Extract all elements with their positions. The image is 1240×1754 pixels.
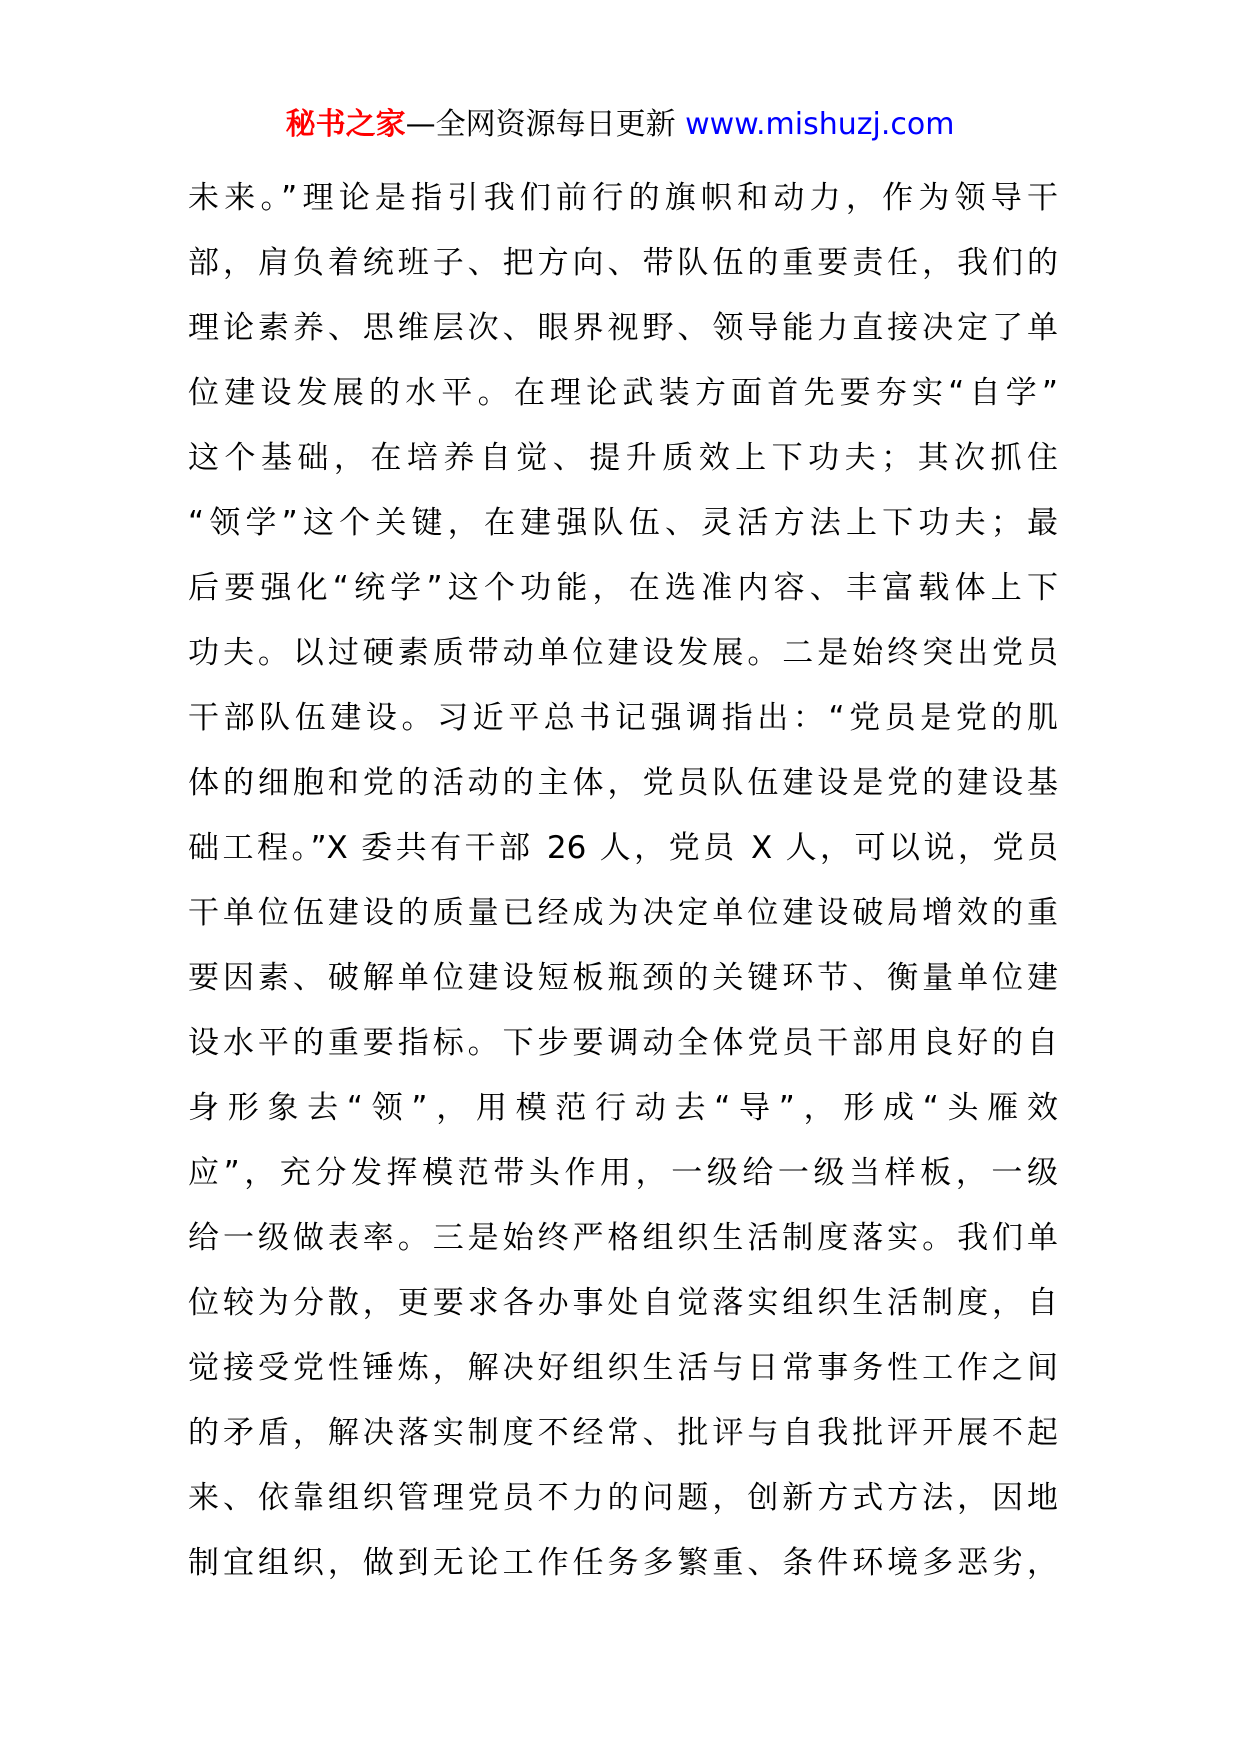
text-line: “领学”这个关键，在建强队伍、灵活方法上下功夫；最 bbox=[188, 505, 1058, 541]
text-line: 制宜组织，做到无论工作任务多繁重、条件环境多恶劣， bbox=[188, 1545, 1058, 1581]
body-text bbox=[188, 166, 1058, 1596]
text-line: 部，肩负着统班子、把方向、带队伍的重要责任，我们的 bbox=[188, 245, 1058, 281]
text-line: 未来。”理论是指引我们前行的旗帜和动力，作为领导干 bbox=[188, 180, 1058, 216]
text-line: 觉接受党性锤炼，解决好组织生活与日常事务性工作之间 bbox=[188, 1350, 1058, 1386]
text-line: 身形象去“领”，用模范行动去“导”，形成“头雁效 bbox=[188, 1090, 1058, 1126]
text-line: 要因素、破解单位建设短板瓶颈的关键环节、衡量单位建 bbox=[188, 960, 1058, 996]
text-line: 理论素养、思维层次、眼界视野、领导能力直接决定了单 bbox=[188, 310, 1058, 346]
text-line: 干单位伍建设的质量已经成为决定单位建设破局增效的重 bbox=[188, 895, 1058, 931]
text-line: 这个基础，在培养自觉、提升质效上下功夫；其次抓住 bbox=[188, 440, 1058, 476]
website-link[interactable]: www.mishuzj.com bbox=[685, 107, 955, 142]
text-line: 后要强化“统学”这个功能，在选准内容、丰富载体上下 bbox=[188, 570, 1058, 606]
text-line: 的矛盾，解决落实制度不经常、批评与自我批评开展不起 bbox=[188, 1415, 1058, 1451]
text-line: 设水平的重要指标。下步要调动全体党员干部用良好的自 bbox=[188, 1025, 1058, 1061]
text-line: 干部队伍建设。习近平总书记强调指出：“党员是党的肌 bbox=[188, 700, 1058, 736]
page-header bbox=[0, 98, 1240, 152]
text-line: 位建设发展的水平。在理论武装方面首先要夯实“自学” bbox=[188, 375, 1058, 411]
text-line: 位较为分散，更要求各办事处自觉落实组织生活制度，自 bbox=[188, 1285, 1058, 1321]
brand-name: 秘书之家 bbox=[285, 107, 406, 142]
text-line: 给一级做表率。三是始终严格组织生活制度落实。我们单 bbox=[188, 1220, 1058, 1256]
header-tagline: —全网资源每日更新 bbox=[405, 107, 676, 142]
text-line: 础工程。”X 委共有干部 26 人，党员 X 人，可以说，党员 bbox=[188, 830, 1058, 866]
text-line: 来、依靠组织管理党员不力的问题，创新方式方法，因地 bbox=[188, 1480, 1058, 1516]
text-line: 功夫。以过硬素质带动单位建设发展。二是始终突出党员 bbox=[188, 635, 1058, 671]
text-line: 应”，充分发挥模范带头作用，一级给一级当样板，一级 bbox=[188, 1155, 1058, 1191]
text-line: 体的细胞和党的活动的主体，党员队伍建设是党的建设基 bbox=[188, 765, 1058, 801]
